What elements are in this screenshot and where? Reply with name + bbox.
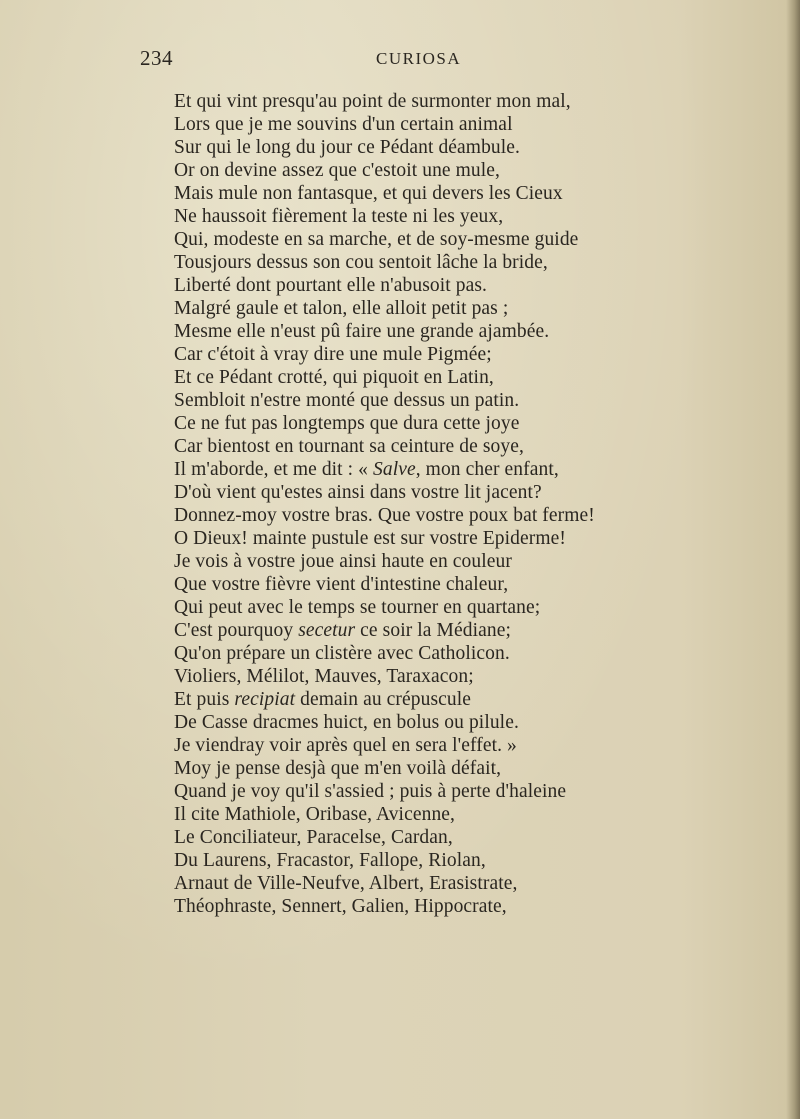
verse-line: Sur qui le long du jour ce Pédant déambule.	[174, 137, 521, 158]
verse-line: Violiers, Mélilot, Mauves, Taraxacon;	[174, 666, 474, 687]
verse-line: Le Conciliateur, Paracelse, Cardan,	[174, 827, 453, 848]
verse-line	[174, 619, 694, 642]
verse-line: Il cite Mathiole, Oribase, Avicenne,	[174, 804, 456, 825]
verse-line: Arnaut de Ville-Neufve, Albert, Erasistrate,	[174, 873, 518, 894]
verse-line: Qu'on prépare un clistère avec Catholicon.	[174, 643, 510, 664]
verse-line: Moy je pense desjà que m'en voilà défait,	[174, 758, 502, 779]
verse-line	[174, 688, 694, 711]
verse-line: Liberté dont pourtant elle n'abusoit pas.	[174, 275, 488, 296]
verse-line: Ne haussoit fièrement la teste ni les yeux,	[174, 206, 504, 227]
verse-line: Que vostre fièvre vient d'intestine chaleur,	[174, 574, 509, 595]
verse-line: Or on devine assez que c'estoit une mule,	[174, 160, 501, 181]
verse-line: Donnez-moy vostre bras. Que vostre poux bat ferme!	[174, 505, 595, 526]
italic-word: Salve	[373, 459, 416, 480]
verse-line	[174, 458, 694, 481]
verse-line: Théophraste, Sennert, Galien, Hippocrate,	[174, 896, 507, 917]
verse-line: Du Laurens, Fracastor, Fallope, Riolan,	[174, 850, 486, 871]
verse-line: Et qui vint presqu'au point de surmonter mon mal,	[174, 91, 571, 112]
verse-line: Et ce Pédant crotté, qui piquoit en Latin,	[174, 367, 494, 388]
verse-line: Mesme elle n'eust pû faire une grande ajambée.	[174, 321, 550, 342]
page-edge-shadow	[786, 0, 800, 1119]
verse-line: Lors que je me souvins d'un certain animal	[174, 114, 513, 135]
verse-line: De Casse dracmes huict, en bolus ou pilule.	[174, 712, 519, 733]
verse-line: O Dieux! mainte pustule est sur vostre Epiderme!	[174, 528, 566, 549]
page-header	[140, 46, 660, 74]
verse-line: Sembloit n'estre monté que dessus un patin.	[174, 390, 520, 411]
verse-line: D'où vient qu'estes ainsi dans vostre lit jacent?	[174, 482, 542, 503]
verse-line: Je viendray voir après quel en sera l'effet. »	[174, 735, 517, 756]
verse-line: Mais mule non fantasque, et qui devers les Cieux	[174, 183, 563, 204]
verse-line: Quand je voy qu'il s'assied ; puis à perte d'haleine	[174, 781, 567, 802]
verse-segment: demain au crépuscule	[295, 689, 472, 710]
italic-word: secetur	[298, 620, 356, 641]
verse-segment: Et puis	[174, 689, 235, 710]
verse-segment: , mon cher enfant,	[415, 459, 559, 480]
poem-text	[174, 90, 694, 918]
verse-line: Car bientost en tournant sa ceinture de soye,	[174, 436, 524, 457]
verse-line: Je vois à vostre joue ainsi haute en couleur	[174, 551, 512, 572]
running-head: CURIOSA	[376, 49, 462, 68]
page-number: 234	[140, 46, 173, 70]
verse-line: Ce ne fut pas longtemps que dura cette joye	[174, 413, 520, 434]
verse-line: Qui peut avec le temps se tourner en quartane;	[174, 597, 541, 618]
verse-line: Malgré gaule et talon, elle alloit petit pas ;	[174, 298, 509, 319]
verse-segment: C'est pourquoy	[174, 620, 299, 641]
verse-line: Qui, modeste en sa marche, et de soy-mesme guide	[174, 229, 579, 250]
verse-line: Car c'étoit à vray dire une mule Pigmée;	[174, 344, 492, 365]
verse-segment: ce soir la Médiane;	[355, 620, 511, 641]
verse-line: Tousjours dessus son cou sentoit lâche la bride,	[174, 252, 548, 273]
italic-word: recipiat	[234, 689, 296, 710]
verse-segment: Il m'aborde, et me dit : «	[174, 459, 373, 480]
